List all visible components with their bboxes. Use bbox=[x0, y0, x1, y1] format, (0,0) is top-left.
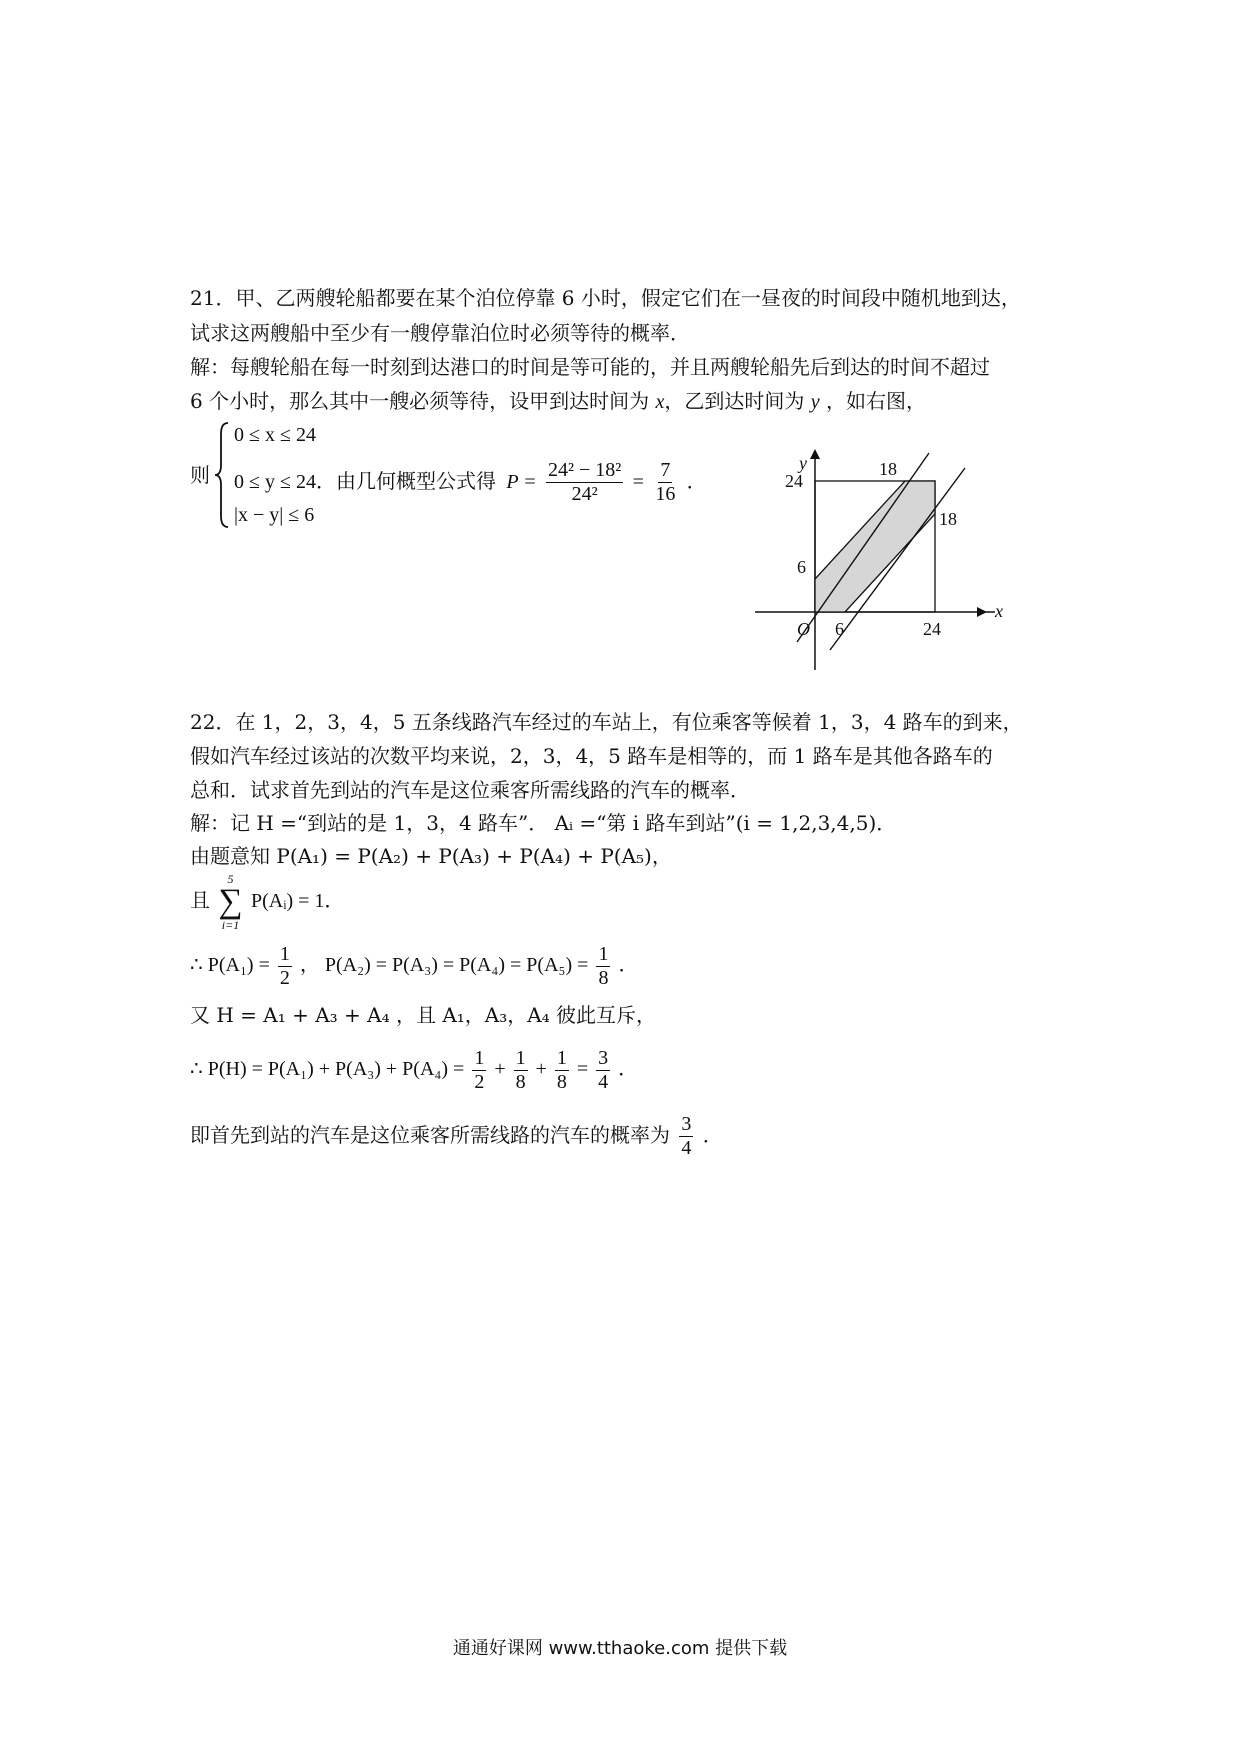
formula-lead-text: ．由几何概型公式得 bbox=[315, 469, 496, 493]
result-denominator: 16 bbox=[655, 483, 676, 505]
sigma-icon: ∑ bbox=[218, 882, 243, 920]
fraction-numerator: 24² − 18² bbox=[548, 459, 622, 481]
term-eighth-1-denominator: 8 bbox=[515, 1070, 526, 1093]
q21-solution-line1: 解：每艘轮船在每一时刻到达港口的时间是等可能的，并且两艘轮船先后到达的时间不超过 bbox=[190, 355, 990, 379]
three-quarters-numerator: 3 bbox=[598, 1046, 609, 1069]
result-numerator: 7 bbox=[660, 459, 671, 481]
half-fraction bbox=[278, 944, 292, 989]
q21-question-line1: 21．甲、乙两艘轮船都要在某个泊位停靠 6 小时，假定它们在一昼夜的时间段中随机地到达， bbox=[190, 286, 1021, 310]
sum-expression: P(Aᵢ) = 1． bbox=[250, 890, 345, 912]
y-axis-label: y bbox=[799, 453, 807, 473]
q22-solution-line1: 解：记 H =“到站的是 1，3，4 路车”． Aᵢ =“第 i 路车到站”(i = 1,2,3,4,5)． bbox=[190, 811, 897, 835]
term-eighth-2-denominator: 8 bbox=[556, 1070, 567, 1093]
term-half-denominator: 2 bbox=[474, 1070, 485, 1093]
y-axis-arrow-icon bbox=[810, 449, 820, 459]
sum-term-eighth-1 bbox=[514, 1048, 528, 1093]
then-label: 则 bbox=[190, 463, 210, 487]
result-fraction bbox=[653, 460, 677, 505]
right-segment-label: 18 bbox=[939, 509, 957, 529]
plus-sign-1: + bbox=[494, 1058, 506, 1080]
q22-conclusion-line bbox=[190, 1108, 723, 1162]
term-eighth-2-numerator: 1 bbox=[556, 1046, 567, 1069]
conclusion-text: 即首先到站的汽车是这位乘客所需线路的汽车的概率为 bbox=[190, 1123, 670, 1147]
var-x: x bbox=[655, 391, 665, 413]
q21-solution-text-a: 6 个小时，那么其中一艘必须等待，设甲到达时间为 bbox=[190, 389, 656, 413]
q22-solution-line2: 由题意知 P(A₁) = P(A₂) + P(A₃) + P(A₄) + P(A₅)， bbox=[190, 844, 672, 868]
var-y: y bbox=[810, 391, 820, 413]
q21-solution-text-b: ，乙到达时间为 bbox=[664, 389, 811, 413]
conclusion-numerator: 3 bbox=[681, 1113, 692, 1135]
q22-question-line3: 总和．试求首先到站的汽车是这位乘客所需线路的汽车的概率． bbox=[190, 778, 750, 802]
condition-difference: |x − y| ≤ 6 bbox=[234, 504, 315, 526]
q22-question-line1: 22．在 1，2，3，4，5 五条线路汽车经过的车站上，有位乘客等候着 1，3，4 路车的到来， bbox=[190, 710, 1023, 734]
prob-others-text: ， P(A₂) = P(A₃) = P(A₄) = P(A₅) = bbox=[299, 954, 589, 976]
q21-solution-text-c: ，如右图， bbox=[819, 389, 926, 413]
q21-question-line2: 试求这两艘船中至少有一艘停靠泊位时必须等待的概率． bbox=[190, 321, 690, 345]
q22-question-line2: 假如汽车经过该站的次数平均来说，2，3，4，5 路车是相等的，而 1 路车是其他各路车的 bbox=[190, 744, 993, 768]
left-brace-icon bbox=[212, 420, 232, 530]
probability-symbol: P = bbox=[506, 471, 537, 493]
condition-y-range: 0 ≤ y ≤ 24 bbox=[234, 471, 316, 493]
condition-y-range-row bbox=[234, 460, 707, 505]
q22-solution-total-line bbox=[190, 1042, 638, 1096]
total-line-end: ． bbox=[618, 1058, 639, 1080]
prob-line-end: ． bbox=[618, 954, 639, 976]
sum-term-eighth-2 bbox=[555, 1048, 569, 1093]
three-quarters-fraction bbox=[596, 1048, 610, 1093]
equals-sign: = bbox=[632, 471, 644, 493]
term-half-numerator: 1 bbox=[474, 1046, 485, 1069]
eighth-numerator: 1 bbox=[598, 942, 609, 965]
q22-solution-mutual-exclusion-line: 又 H = A₁ + A₃ + A₄ ，且 A₁，A₃，A₄ 彼此互斥， bbox=[190, 1003, 657, 1027]
x-axis-arrow-icon bbox=[977, 607, 987, 617]
y-tick-6: 6 bbox=[797, 557, 806, 577]
q22-solution-probabilities-line bbox=[190, 938, 638, 992]
summation-lower-limit: i=1 bbox=[221, 917, 240, 932]
plus-sign-2: + bbox=[535, 1058, 547, 1080]
summation-upper-limit: 5 bbox=[227, 871, 234, 886]
total-prob-text: ∴ P(H) = P(A₁) + P(A₃) + P(A₄) = bbox=[190, 1058, 465, 1080]
x-tick-24: 24 bbox=[923, 619, 941, 639]
page-footer: 通通好课网 www.tthaoke.com 提供下载 bbox=[452, 1638, 788, 1659]
summation-symbol bbox=[218, 873, 242, 931]
sum-lead-text: 且 bbox=[190, 888, 210, 912]
top-segment-label: 18 bbox=[879, 459, 897, 479]
prob-a1-text: ∴ P(A₁) = bbox=[190, 954, 270, 976]
shaded-region bbox=[815, 481, 935, 612]
q21-solution-line2 bbox=[190, 386, 926, 417]
probability-fraction bbox=[546, 460, 623, 505]
condition-x-range: 0 ≤ x ≤ 24 bbox=[234, 424, 316, 446]
origin-label: O bbox=[797, 619, 810, 639]
sum-term-half bbox=[472, 1048, 486, 1093]
y-tick-24: 24 bbox=[785, 471, 803, 491]
eighth-denominator: 8 bbox=[598, 966, 609, 989]
q22-solution-sum-line bbox=[190, 870, 344, 931]
x-axis-label: x bbox=[995, 601, 1003, 621]
equals-sign-total: = bbox=[576, 1058, 589, 1080]
half-denominator: 2 bbox=[279, 966, 290, 989]
conclusion-denominator: 4 bbox=[681, 1137, 692, 1159]
conclusion-end: ． bbox=[702, 1123, 723, 1147]
formula-period: ． bbox=[686, 469, 707, 493]
eighth-fraction bbox=[596, 944, 610, 989]
term-eighth-1-numerator: 1 bbox=[515, 1046, 526, 1069]
probability-region-figure bbox=[755, 445, 1005, 670]
fraction-denominator: 24² bbox=[571, 483, 598, 505]
x-tick-6: 6 bbox=[835, 619, 844, 639]
half-numerator: 1 bbox=[279, 942, 290, 965]
three-quarters-denominator: 4 bbox=[598, 1070, 609, 1093]
conclusion-fraction bbox=[679, 1114, 693, 1159]
